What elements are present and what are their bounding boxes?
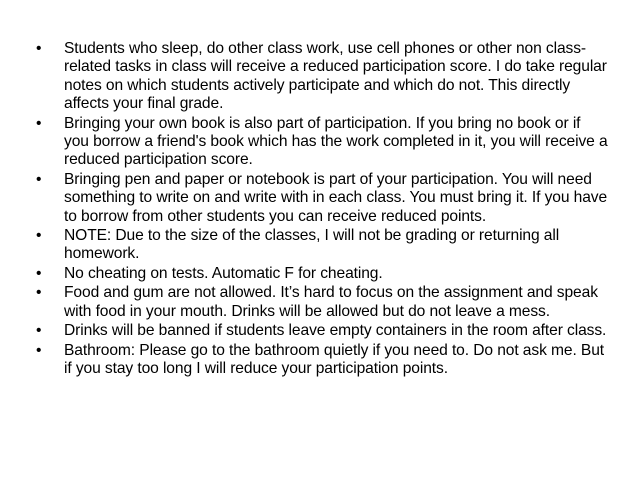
bullet-icon: •: [36, 170, 42, 188]
rule-item-cheating: [36, 265, 608, 283]
rule-text: Bringing your own book is also part of participation. If you bring no book or if you borrow a friend's book which has the work completed in it, you will receive a reduced participation score.: [64, 114, 608, 169]
bullet-icon: •: [36, 284, 42, 302]
rule-item-homework-note: [36, 227, 608, 264]
rule-text: Food and gum are not allowed. It’s hard to focus on the assignment and speak with food in your mouth. Drinks will be allowed but do not leave a mess.: [64, 284, 598, 320]
bullet-icon: •: [36, 227, 42, 245]
rule-item-food-gum: [36, 284, 608, 321]
rule-item-book: [36, 115, 608, 170]
bullet-icon: •: [36, 322, 42, 340]
bullet-icon: •: [36, 114, 42, 132]
rule-text: Bathroom: Please go to the bathroom quietly if you need to. Do not ask me. But if you stay too long I will reduce your participation points.: [64, 341, 605, 377]
bullet-icon: •: [36, 264, 42, 282]
rules-list: [36, 40, 608, 379]
rule-text: NOTE: Due to the size of the classes, I will not be grading or returning all homework.: [64, 227, 560, 263]
rule-text: No cheating on tests. Automatic F for cheating.: [64, 264, 383, 282]
rule-item-sleeping: [36, 40, 608, 114]
rule-text: Students who sleep, do other class work, use cell phones or other non class-related tasks in class will receive a reduced participation score. I do take regular notes on which students actively participate and which do not. This directly affects your final grade.: [64, 40, 607, 113]
rule-item-drinks: [36, 322, 608, 340]
bullet-icon: •: [36, 341, 42, 359]
bullet-icon: •: [36, 40, 42, 57]
rule-item-pen-paper: [36, 171, 608, 226]
rule-text: Drinks will be banned if students leave empty containers in the room after class.: [64, 322, 607, 340]
rule-item-bathroom: [36, 342, 608, 379]
rule-text: Bringing pen and paper or notebook is part of your participation. You will need something to write on and write with in each class. You must bring it. If you have to borrow from other students you can receive reduced points.: [64, 170, 608, 225]
